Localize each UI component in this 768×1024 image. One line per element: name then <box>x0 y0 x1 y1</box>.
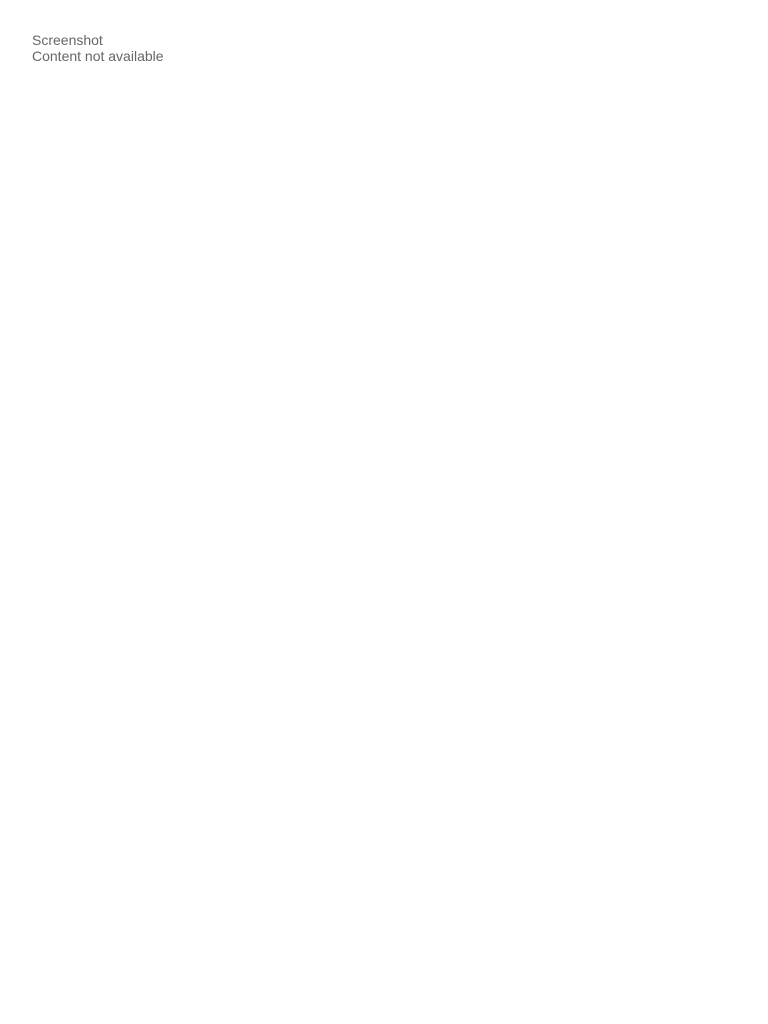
page-note: Content not available <box>32 48 164 64</box>
page-title: Screenshot <box>32 32 103 48</box>
page <box>0 0 768 96</box>
